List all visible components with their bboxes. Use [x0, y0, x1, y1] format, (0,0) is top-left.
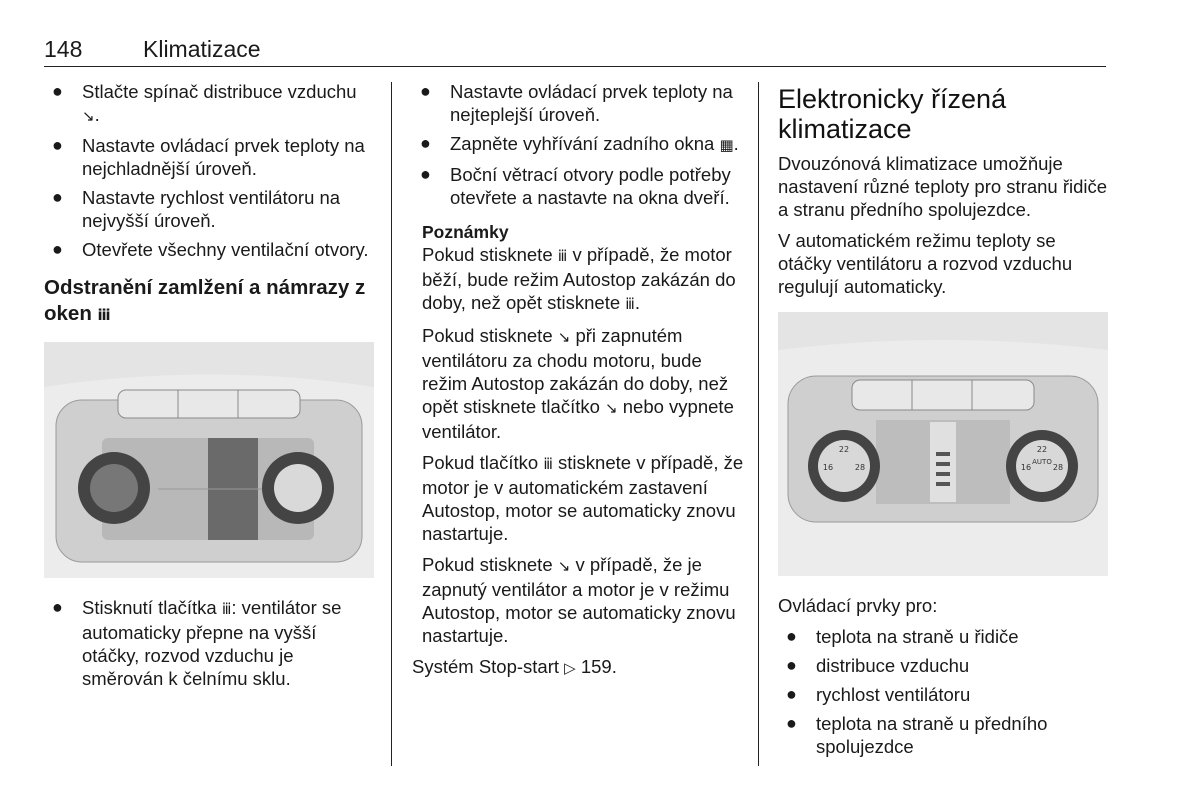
list-item: ● Boční větrací otvory podle potřeby otevřete a nastavte na okna dveří. — [420, 164, 731, 208]
list-item: ● Nastavte ovládací prvek teploty na nejchladnější úroveň. — [52, 135, 365, 179]
defrost-icon: ⅲ — [557, 247, 568, 265]
page-header — [44, 36, 1106, 67]
note-paragraph: Pokud stisknete ↘ při zapnutém ventilátoru za chodu motoru, bude režim Autostop zakázán do doby, než opět stisknete tlačítko ↘ nebo vypnete ventilátor. — [422, 325, 734, 442]
electronic-climate-figure — [778, 312, 1108, 576]
page-title: Klimatizace — [143, 36, 261, 62]
reference-arrow-icon: ▷ — [564, 659, 576, 677]
knob-label: 22 — [838, 445, 850, 454]
defrost-icon: ⅲ — [97, 306, 111, 324]
list-item: ● Nastavte ovládací prvek teploty na nejteplejší úroveň. — [420, 81, 733, 125]
knob-label: 22 — [1036, 445, 1048, 454]
list-item: ● Stisknutí tlačítka ⅲ: ventilátor se automaticky přepne na vyšší otáčky, rozvod vzduchu je směrován k čelnímu sklu. — [52, 597, 342, 689]
note-paragraph: Pokud stisknete ↘ v případě, že je zapnutý ventilátor a motor je v režimu Autostop, motor se automaticky znovu nastartuje. — [422, 554, 736, 646]
airflow-icon: ↘ — [557, 557, 571, 575]
list-item: ● Stlačte spínač distribuce vzduchu ↘. — [52, 81, 357, 125]
page-number: 148 — [44, 36, 83, 62]
defrost-icon: ⅲ — [221, 600, 232, 618]
cross-reference[interactable]: Systém Stop-start ▷ 159. — [412, 656, 617, 677]
section-heading: Elektronicky řízená klimatizace — [778, 84, 1007, 144]
knob-label: 28 — [1052, 463, 1064, 472]
bullet-list — [44, 596, 378, 690]
list-item: ● teplota na straně u předního spolujezdce — [786, 713, 1048, 757]
airflow-icon: ↘ — [82, 107, 95, 125]
defrost-icon: ⅲ — [625, 295, 635, 313]
column-3 — [778, 80, 1112, 764]
climate-panel-illustration — [44, 342, 374, 578]
rear-window-heater-icon: ▦ — [719, 136, 734, 154]
defrost-icon: ⅲ — [543, 455, 553, 473]
paragraph: V automatickém režimu teploty se otáčky ventilátoru a rozvod vzduchu regulují automaticky. — [778, 230, 1073, 297]
column-2 — [412, 80, 748, 688]
knob-label: 28 — [854, 463, 866, 472]
section-heading: Odstranění zamlžení a námrazy z oken ⅲ — [44, 276, 366, 325]
knob-label: AUTO — [1032, 458, 1052, 466]
bullet-list — [44, 80, 378, 261]
list-item: ● Otevřete všechny ventilační otvory. — [52, 239, 369, 260]
bullet-list — [412, 80, 748, 209]
column-divider — [758, 82, 759, 766]
note-paragraph: Pokud tlačítko ⅲ stisknete v případě, že motor je v automatickém zastavení Autostop, motor se automaticky znovu nastartuje. — [422, 452, 744, 544]
climate-panel-figure — [44, 342, 374, 578]
note-paragraph: Pokud stisknete ⅲ v případě, že motor běží, bude režim Autostop zakázán do doby, než opět stisknete ⅲ. — [422, 244, 736, 313]
list-item: ● Zapněte vyhřívání zadního okna ▦. — [420, 133, 739, 154]
list-item: ● rychlost ventilátoru — [786, 684, 971, 705]
electronic-climate-illustration — [778, 312, 1108, 576]
knob-label: 16 — [822, 463, 834, 472]
notes-block — [412, 221, 748, 647]
controls-label: Ovládací prvky pro: — [778, 595, 938, 616]
list-item: ● teplota na straně u řidiče — [786, 626, 1019, 647]
notes-heading: Poznámky — [422, 222, 509, 242]
list-item: ● distribuce vzduchu — [786, 655, 970, 676]
airflow-icon: ↘ — [557, 328, 571, 346]
knob-label: 16 — [1020, 463, 1032, 472]
column-divider — [391, 82, 392, 766]
airflow-icon: ↘ — [605, 399, 618, 417]
list-item: ● Nastavte rychlost ventilátoru na nejvyšší úroveň. — [52, 187, 341, 231]
column-1 — [44, 80, 378, 696]
paragraph: Dvouzónová klimatizace umožňuje nastavení různé teploty pro stranu řidiče a stranu předního spolujezdce. — [778, 153, 1108, 220]
bullet-list — [778, 625, 1112, 758]
